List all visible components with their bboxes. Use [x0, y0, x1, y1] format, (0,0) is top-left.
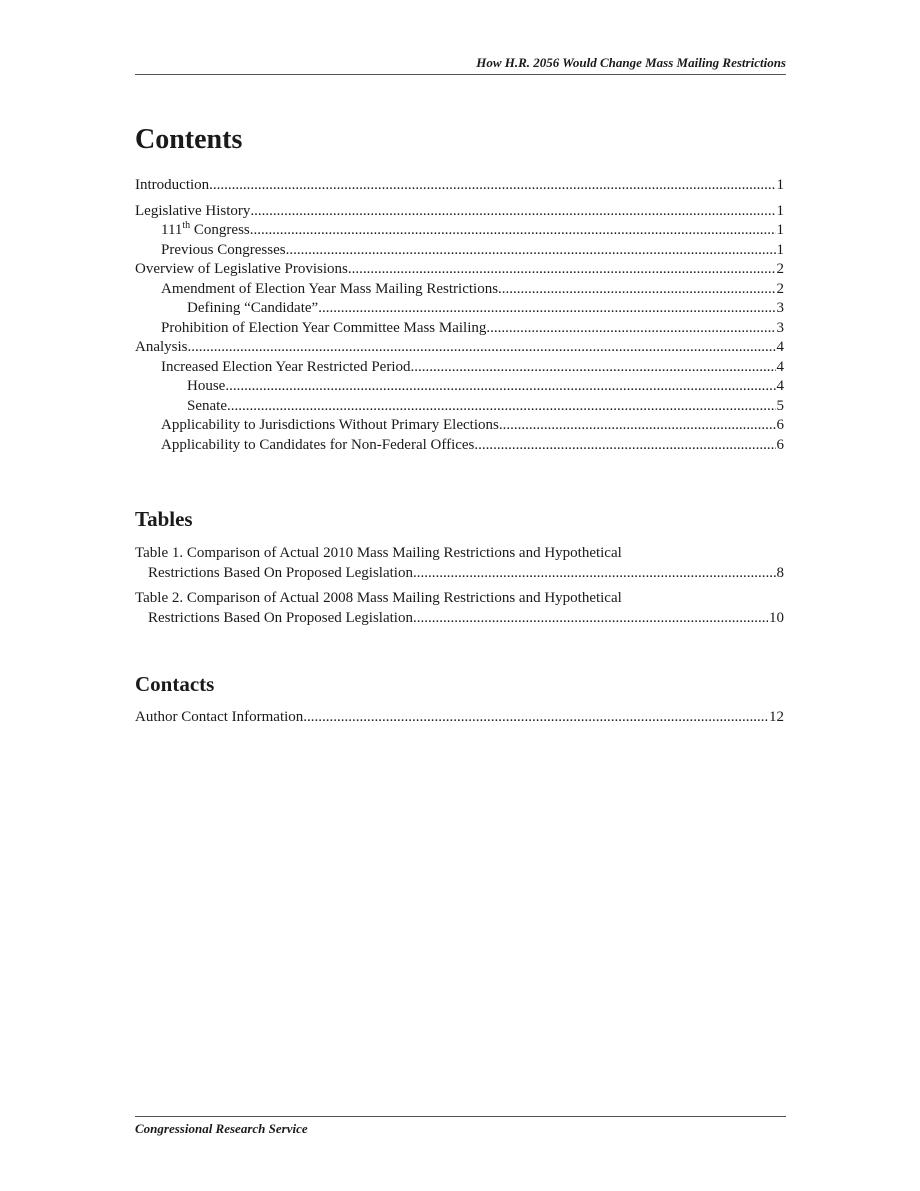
- toc-entry-jurisdictions-without-primaries[interactable]: [135, 416, 784, 436]
- toc-entry-page: 1: [776, 222, 784, 238]
- toc-entry-page: 6: [776, 417, 784, 433]
- dot-leader: [411, 358, 776, 378]
- toc-entry-title: Overview of Legislative Provisions: [135, 261, 348, 277]
- contacts-list: [135, 708, 784, 728]
- toc-entry-senate[interactable]: [135, 397, 784, 417]
- toc-entry-page: 1: [776, 202, 784, 219]
- toc-entry-page: 2: [776, 261, 784, 277]
- toc-entry-page: 2: [776, 280, 784, 297]
- toc-entry-page: 4: [776, 378, 784, 394]
- tables-heading: Tables: [135, 507, 193, 531]
- toc-entry-title: Defining “Candidate”: [187, 300, 319, 316]
- dot-leader: [250, 202, 775, 222]
- dot-leader: [227, 397, 776, 417]
- toc-entry-house[interactable]: [135, 377, 784, 397]
- dot-leader: [209, 176, 775, 196]
- toc-entry-title: Prohibition of Election Year Committee Mass Mailing: [161, 319, 487, 336]
- running-header: How H.R. 2056 Would Change Mass Mailing Restrictions: [135, 55, 786, 75]
- toc-entry-defining-candidate[interactable]: [135, 299, 784, 319]
- dot-leader: [318, 299, 775, 319]
- table-entry-title: Table 2. Comparison of Actual 2008 Mass Mailing Restrictions and Hypothetical: [135, 590, 622, 606]
- dot-leader: [498, 280, 775, 300]
- toc-entry-prohibition-of-committee-mailing[interactable]: [135, 319, 784, 339]
- toc-entry-overview-of-legislative-provisions[interactable]: [135, 260, 784, 280]
- table-entry-title: Table 1. Comparison of Actual 2010 Mass Mailing Restrictions and Hypothetical: [135, 545, 622, 561]
- dot-leader: [348, 260, 776, 280]
- toc-entry-non-federal-offices[interactable]: [135, 436, 784, 456]
- toc-entry-title: Previous Congresses: [161, 241, 286, 258]
- contact-entry-title: Author Contact Information: [135, 709, 304, 725]
- toc-entry-analysis[interactable]: [135, 338, 784, 358]
- toc-entry-amendment-of-election-year[interactable]: [135, 280, 784, 300]
- toc-entry-title: Amendment of Election Year Mass Mailing Restrictions: [161, 280, 499, 297]
- toc-entry-title: Increased Election Year Restricted Period: [161, 358, 411, 375]
- table-entry-title-cont: Restrictions Based On Proposed Legislation: [148, 564, 413, 581]
- dot-leader: [303, 708, 768, 728]
- toc-entry-title: Senate: [187, 397, 227, 414]
- toc-entry-title: Legislative History: [135, 202, 251, 219]
- contents-list: [135, 176, 784, 455]
- contacts-heading: Contacts: [135, 672, 215, 696]
- contact-entry-page: 12: [769, 709, 784, 725]
- dot-leader: [413, 609, 768, 629]
- toc-entry-title: Applicability to Candidates for Non-Federal Offices: [161, 436, 475, 453]
- toc-entry-legislative-history[interactable]: [135, 202, 784, 222]
- toc-entry-previous-congresses[interactable]: [135, 241, 784, 261]
- contact-entry-author[interactable]: [135, 708, 784, 728]
- page-footer: Congressional Research Service: [135, 1116, 786, 1137]
- dot-leader: [486, 319, 775, 339]
- table-entry-title-cont: Restrictions Based On Proposed Legislation: [148, 609, 413, 626]
- toc-entry-page: 4: [776, 358, 784, 375]
- table-entry-page: 10: [769, 609, 784, 626]
- toc-entry-title: Analysis: [135, 339, 188, 355]
- toc-entry-page: 5: [776, 397, 784, 414]
- tables-list: [135, 544, 784, 628]
- dot-leader: [474, 436, 775, 456]
- dot-leader: [225, 377, 775, 397]
- toc-entry-page: 3: [776, 319, 784, 336]
- dot-leader: [188, 338, 776, 358]
- toc-entry-111th-congress[interactable]: [135, 221, 784, 241]
- contents-heading: Contents: [135, 124, 243, 155]
- table-entry-1[interactable]: [135, 544, 784, 583]
- dot-leader: [286, 241, 776, 261]
- dot-leader: [413, 564, 776, 584]
- toc-entry-page: 3: [776, 300, 784, 316]
- dot-leader: [499, 416, 776, 436]
- toc-entry-page: 6: [776, 436, 784, 453]
- table-entry-continuation: [135, 564, 784, 584]
- toc-entry-title: Applicability to Jurisdictions Without Primary Elections: [161, 417, 499, 433]
- toc-entry-title: House: [187, 378, 226, 394]
- table-entry-continuation: [135, 609, 784, 629]
- table-entry-2[interactable]: [135, 589, 784, 628]
- toc-entry-title: Introduction: [135, 177, 210, 193]
- toc-entry-introduction[interactable]: [135, 176, 784, 196]
- toc-entry-title: 111th Congress: [161, 220, 250, 238]
- toc-entry-page: 1: [776, 241, 784, 258]
- dot-leader: [250, 221, 776, 241]
- toc-entry-page: 4: [776, 339, 784, 355]
- table-entry-page: 8: [776, 564, 784, 581]
- toc-entry-increased-restricted-period[interactable]: [135, 358, 784, 378]
- toc-entry-page: 1: [776, 177, 784, 193]
